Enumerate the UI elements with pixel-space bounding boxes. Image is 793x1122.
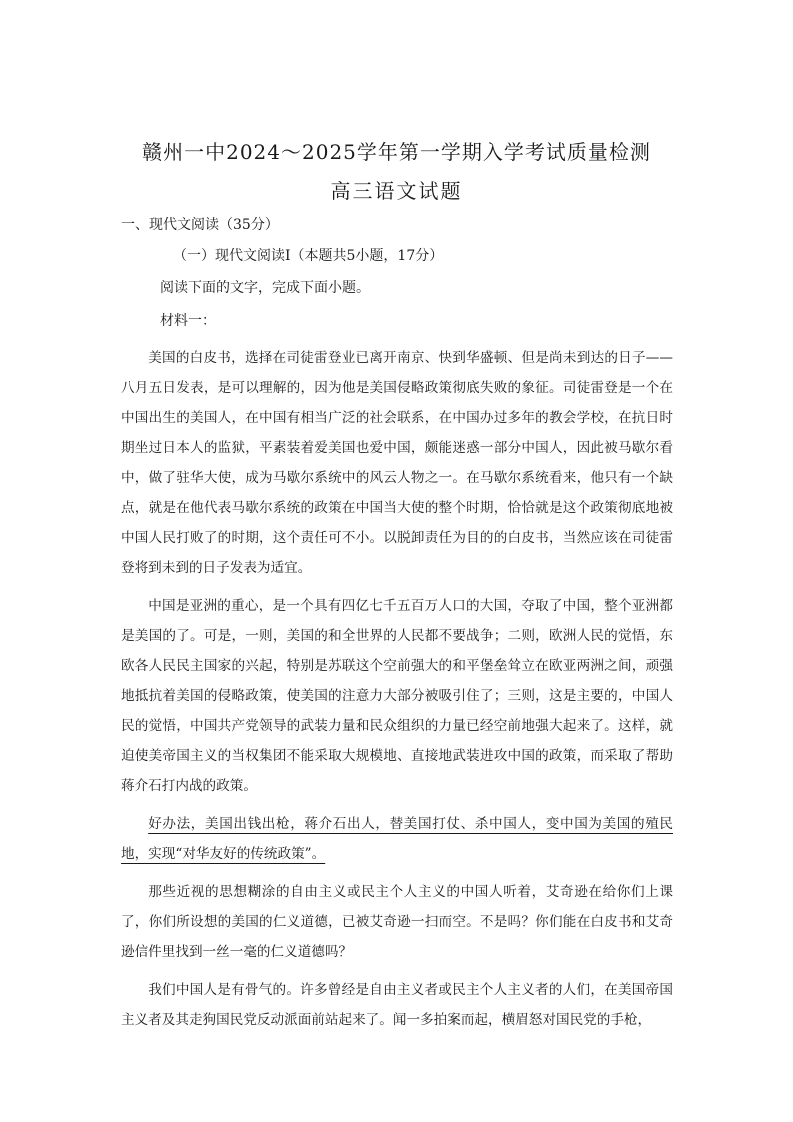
passage-paragraph: 我们中国人是有骨气的。许多曾经是自由主义者或民主个人主义者的人们，在美国帝国主义者及其走狗国民党反动派面前站起来了。闻一多拍案而起，横眉怒对国民党的手枪， bbox=[121, 982, 673, 1028]
reading-passage bbox=[121, 343, 673, 1043]
passage-paragraph: 中国是亚洲的重心，是一个具有四亿七千五百万人口的大国，夺取了中国，整个亚洲都是美国的了。可是，一则，美国的和全世界的人民都不要战争；二则，欧洲人民的觉悟，东欧各人民民主国家的兴起，特别是苏联这个空前强大的和平堡垒耸立在欧亚两洲之间，顽强地抵抗着美国的侵略政策，使美国的注意力大部分被吸引住了；三则，这是主要的，中国人民的觉悟，中国共产党领导的武装力量和民众组织的力量已经空前地强大起来了。这样，就迫使美帝国主义的当权集团不能采取大规模地、直接地武装进攻中国的政策，而采取了帮助蒋介石打内战的政策。 bbox=[121, 598, 673, 794]
underlined-paragraph bbox=[121, 809, 673, 869]
subsection-heading: （一）现代文阅读I（本题共5小题，17分） bbox=[173, 248, 444, 264]
section-heading: 一、现代文阅读（35分） bbox=[121, 217, 279, 233]
exam-subtitle: 高三语文试题 bbox=[330, 179, 463, 203]
instruction-text: 阅读下面的文字，完成下面小题。 bbox=[160, 280, 370, 296]
material-label: 材料一： bbox=[160, 313, 216, 329]
exam-title: 赣州一中2024～2025学年第一学期入学考试质量检测 bbox=[142, 140, 651, 164]
passage-paragraph: 美国的白皮书，选择在司徒雷登业已离开南京、快到华盛顿、但是尚未到达的日子——八月五日发表，是可以理解的，因为他是美国侵略政策彻底失败的象征。司徒雷登是一个在中国出生的美国人，在中国有相当广泛的社会联系，在中国办过多年的教会学校，在抗日时期坐过日本人的监狱，平素装着爱美国也爱中国，颇能迷惑一部分中国人，因此被马歇尔看中，做了驻华大使，成为马歇尔系统中的风云人物之一。在马歇尔系统看来，他只有一个缺点，就是在他代表马歇尔系统的政策在中国当大使的整个时期，恰恰就是这个政策彻底地被中国人民打败了的时期，这个责任可不小。以脱卸责任为目的的白皮书，当然应该在司徒雷登将到未到的日子发表为适宜。 bbox=[121, 350, 673, 576]
underlined-text: 好办法，美国出钱出枪，蒋介石出人，替美国打仗、杀中国人，变中国为美国的殖民地，实现“对华友好的传统政策”。 bbox=[121, 816, 673, 862]
passage-paragraph: 那些近视的思想糊涂的自由主义或民主个人主义的中国人听着，艾奇逊在给你们上课了，你们所设想的美国的仁义道德，已被艾奇逊一扫而空。不是吗？你们能在白皮书和艾奇逊信件里找到一丝一毫的仁义道德吗？ bbox=[121, 884, 673, 960]
